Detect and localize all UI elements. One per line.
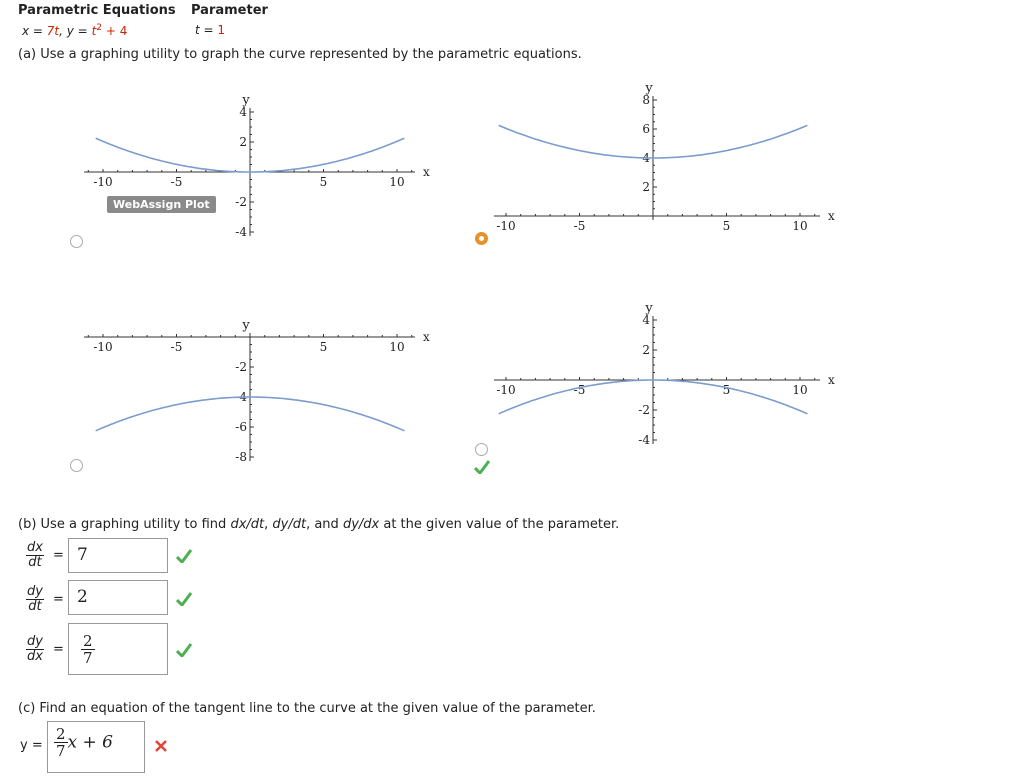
check-icon [176,592,192,606]
dxdt-label: $\frac{dx}{dt}$ [27,540,43,570]
check-icon [474,460,490,474]
x-tick-label: 10 [792,383,808,397]
x-tick-label: 5 [722,383,731,397]
y-axis-label: y [645,81,653,96]
y-tick-label: 2 [642,180,650,194]
x-tick-label: -10 [496,383,516,397]
radio-option-1[interactable] [70,235,83,248]
x-tick-label: -10 [93,175,113,189]
cross-icon [155,740,167,752]
parameter-value: t = 1 [195,23,226,37]
graph-option-4 [470,288,850,458]
y-tick-label: -4 [235,390,247,404]
equals-sign: = [53,642,64,657]
y-tick-label: 8 [642,93,650,107]
y-axis-label: y [645,301,653,316]
check-icon [176,643,192,657]
radio-option-2[interactable] [475,232,488,245]
y-tick-label: -4 [235,225,247,239]
dydt-label: $\frac{dy}{dt}$ [27,584,43,614]
graph-option-1 [60,80,450,260]
radio-option-4[interactable] [475,443,488,456]
x-axis-label: x [423,165,430,179]
header-equations-title: Parametric Equations [18,3,176,18]
y-tick-label: -2 [235,360,247,374]
x-tick-label: 5 [722,219,731,233]
x-tick-label: -5 [170,340,183,354]
dydt-answer-input[interactable]: 2 [68,580,168,615]
header-parameter-title: Parameter [191,3,268,18]
webassign-plot-label: WebAssign Plot [107,196,216,213]
y-tick-label: 2 [642,343,650,357]
dxdt-answer-input[interactable]: 7 [68,538,168,573]
y-tick-label: -4 [638,433,650,447]
y-tick-label: -2 [638,403,650,417]
x-tick-label: 10 [792,219,808,233]
y-axis-label: y [242,318,250,333]
graph-option-3 [60,305,450,475]
equals-sign: = [53,548,64,563]
y-tick-label: -2 [235,195,247,209]
y-tick-label: 4 [642,313,650,327]
y-tick-label: -6 [235,420,247,434]
x-axis-label: x [828,209,835,223]
x-tick-label: 5 [319,340,328,354]
x-tick-label: -5 [170,175,183,189]
dydx-label: $\frac{dy}{dx}$ [27,634,43,664]
y-tick-label: 4 [239,105,247,119]
equals-sign: = [53,592,64,607]
parametric-equations: x = 7t, $y = t^2 + 4$ [22,23,128,38]
x-tick-label: 5 [319,175,328,189]
check-icon [176,549,192,563]
x-tick-label: -10 [496,219,516,233]
dydx-answer-input[interactable]: $\frac{2}{7}$ [68,623,168,675]
x-tick-label: -5 [573,219,586,233]
y-tick-label: 6 [642,122,650,136]
tangent-answer-input[interactable]: $\frac{2}{7}$ x + 6 [47,721,145,773]
part-c-prompt: (c) Find an equation of the tangent line to the curve at the given value of the parameter. [18,701,596,716]
x-axis-label: x [423,330,430,344]
x-tick-label: -10 [93,340,113,354]
y-axis-label: y [242,93,250,108]
part-a-prompt: (a) Use a graphing utility to graph the curve represented by the parametric equations. [18,47,582,62]
y-tick-label: -8 [235,450,247,464]
tangent-y-label: y = [20,738,43,753]
part-b-prompt: (b) Use a graphing utility to find dx/dt, dy/dt, and dy/dx at the given value of the parameter. [18,517,620,532]
radio-option-3[interactable] [70,459,83,472]
x-tick-label: 10 [389,340,405,354]
y-tick-label: 2 [239,135,247,149]
y-tick-label: 4 [642,151,650,165]
graph-option-2 [470,66,850,256]
x-tick-label: 10 [389,175,405,189]
x-axis-label: x [828,373,835,387]
x-tick-label: -5 [573,383,586,397]
